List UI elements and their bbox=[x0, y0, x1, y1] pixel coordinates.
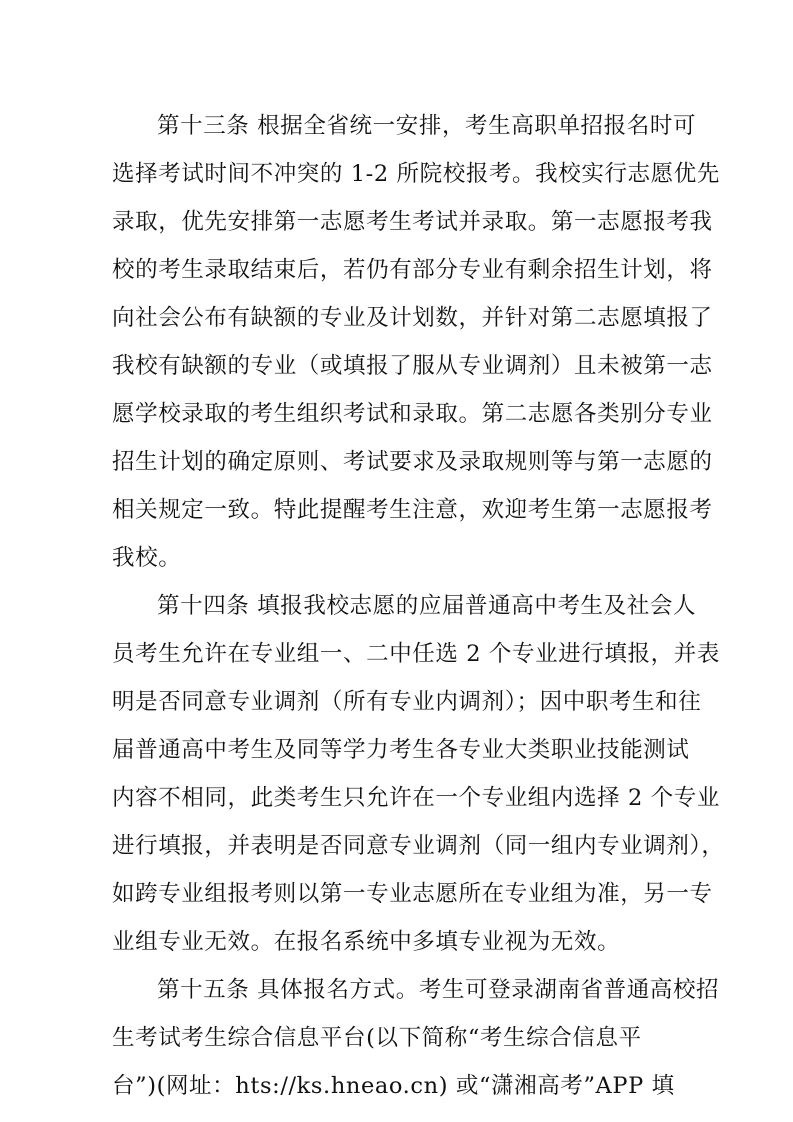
text-line: 内容不相同，此类考生只允许在一个专业组内选择 2 个专业 bbox=[112, 785, 720, 811]
text-line: 明是否同意专业调剂（所有专业内调剂）；因中职考生和往 bbox=[112, 689, 702, 715]
text-line: 校的考生录取结束后，若仍有部分专业有剩余招生计划，将 bbox=[112, 257, 713, 283]
text-line: 届普通高中考生及同等学力考生各专业大类职业技能测试 bbox=[112, 737, 690, 763]
text-line: 愿学校录取的考生组织考试和录取。第二志愿各类别分专业 bbox=[112, 401, 713, 427]
text-line: 进行填报，并表明是否同意专业调剂（同一组内专业调剂）， bbox=[112, 833, 725, 859]
text-line: 向社会公布有缺额的专业及计划数，并针对第二志愿填报了 bbox=[112, 305, 713, 331]
text-line: 第十三条 根据全省统一安排，考生高职单招报名时可 bbox=[157, 113, 697, 139]
text-line: 第十五条 具体报名方式。考生可登录湖南省普通高校招 bbox=[157, 977, 720, 1003]
text-line: 我校有缺额的专业（或填报了服从专业调剂）且未被第一志 bbox=[112, 353, 713, 379]
text-line: 选择考试时间不冲突的 1-2 所院校报考。我校实行志愿优先 bbox=[112, 161, 720, 187]
text-line: 录取，优先安排第一志愿考生考试并录取。第一志愿报考我 bbox=[112, 209, 713, 235]
text-line: 如跨专业组报考则以第一专业志愿所在专业组为准，另一专 bbox=[112, 881, 713, 907]
text-line: 相关规定一致。特此提醒考生注意，欢迎考生第一志愿报考 bbox=[112, 497, 713, 523]
text-line: 生考试考生综合信息平台(以下简称“考生综合信息平 bbox=[112, 1025, 642, 1051]
text-line: 台”)(网址：hts://ks.hneao.cn) 或“潇湘高考”APP 填 bbox=[112, 1073, 675, 1099]
text-line: 业组专业无效。在报名系统中多填专业视为无效。 bbox=[112, 929, 621, 955]
text-line: 招生计划的确定原则、考试要求及录取规则等与第一志愿的 bbox=[112, 449, 713, 475]
text-line: 第十四条 填报我校志愿的应届普通高中考生及社会人 bbox=[157, 593, 697, 619]
text-line: 我校。 bbox=[112, 545, 182, 571]
text-line: 员考生允许在专业组一、二中任选 2 个专业进行填报，并表 bbox=[112, 641, 720, 667]
